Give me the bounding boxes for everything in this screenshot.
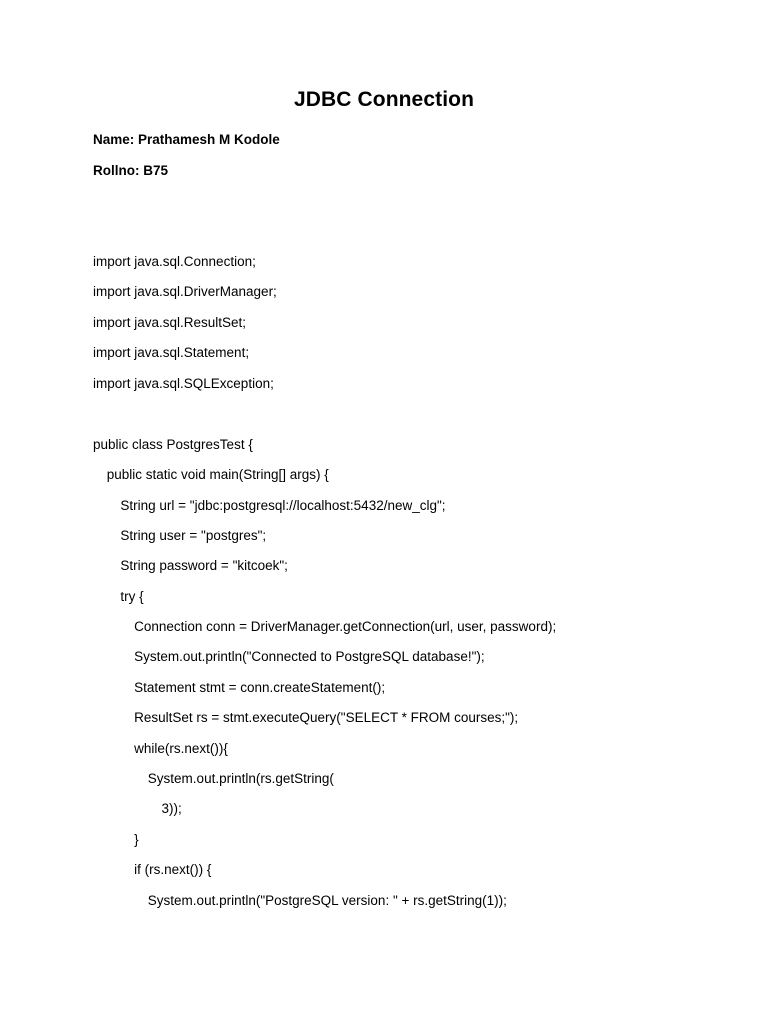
code-line: } [134,832,139,847]
code-line: if (rs.next()) { [134,862,212,877]
document-title: JDBC Connection [294,88,474,111]
code-line: while(rs.next()){ [134,741,228,756]
code-line: System.out.println("Connected to PostgreSQL database!"); [134,649,485,664]
student-rollno: Rollno: B75 [93,163,169,178]
code-line: String password = "kitcoek"; [120,558,288,573]
code-line: Statement stmt = conn.createStatement(); [134,680,386,695]
code-line: String url = "jdbc:postgresql://localhost:5432/new_clg"; [120,498,446,513]
student-name: Name: Prathamesh M Kodole [93,132,280,147]
code-line: System.out.println("PostgreSQL version: " + rs.getString(1)); [147,893,507,908]
code-line: Connection conn = DriverManager.getConnection(url, user, password); [134,619,557,634]
code-line: import java.sql.Statement; [93,345,250,360]
code-line: import java.sql.ResultSet; [93,315,247,330]
code-line: import java.sql.DriverManager; [93,284,277,299]
code-line: public static void main(String[] args) { [106,467,329,482]
code-line: try { [120,589,144,604]
code-line: public class PostgresTest { [93,437,253,452]
code-line: String user = "postgres"; [120,528,267,543]
code-line: ResultSet rs = stmt.executeQuery("SELECT * FROM courses;"); [134,710,519,725]
code-line: 3)); [161,801,182,816]
code-line: import java.sql.Connection; [93,254,256,269]
code-line: import java.sql.SQLException; [93,376,274,391]
code-line: System.out.println(rs.getString( [147,771,334,786]
